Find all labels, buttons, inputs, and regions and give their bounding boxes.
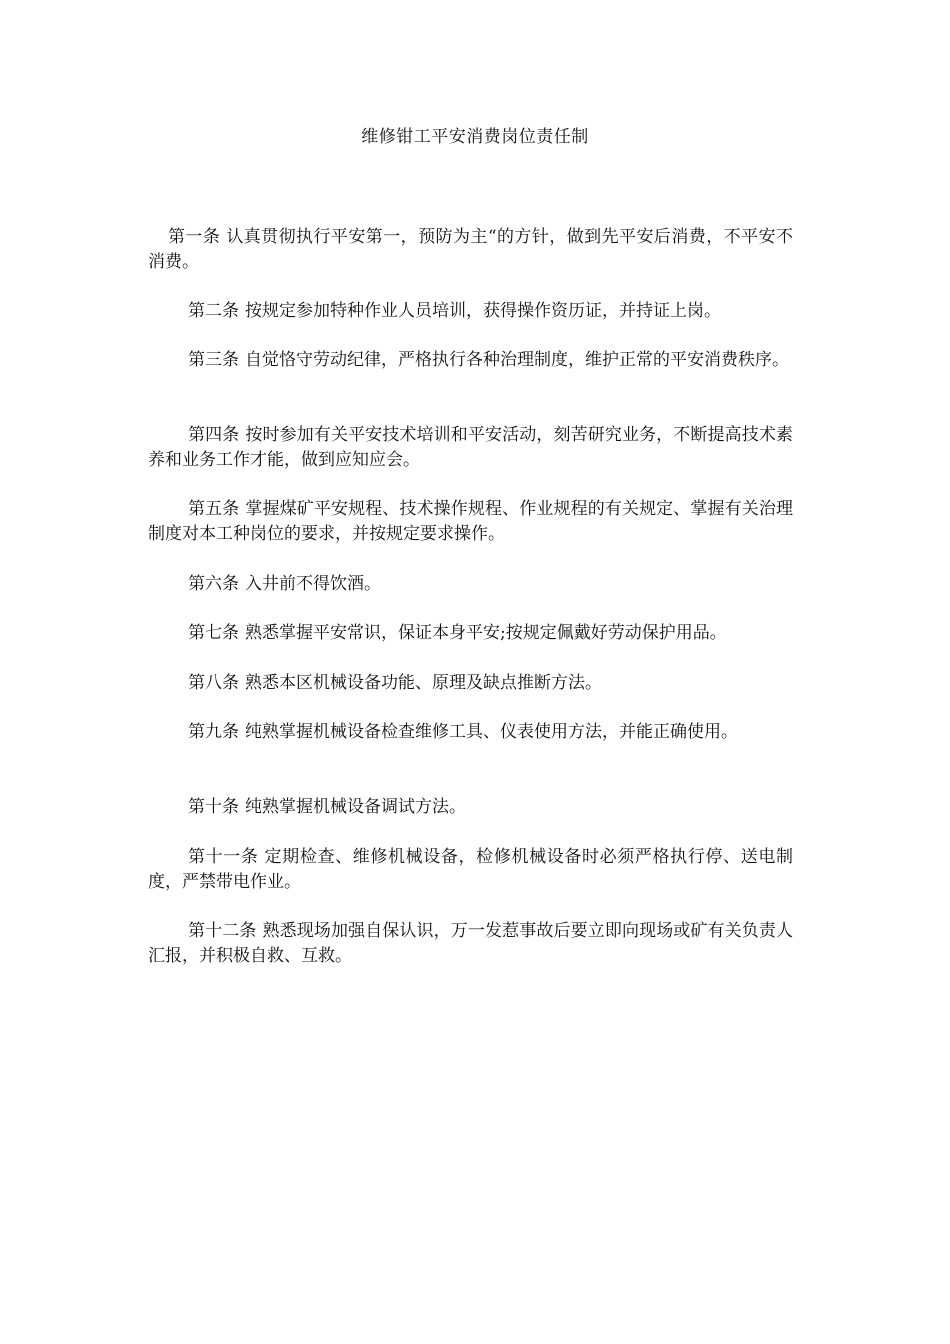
article-2: [148, 299, 793, 324]
article-3: [148, 348, 793, 373]
article-11: [148, 845, 793, 895]
article-label: 第十一条: [188, 847, 259, 867]
article-8: [148, 671, 793, 696]
article-label: 第六条: [188, 574, 239, 594]
article-text: 定期检查、维修机械设备，检修机械设备时必须严格执行停、送电制度，严禁带电作业。: [148, 847, 794, 892]
article-12: [148, 919, 793, 969]
article-7: [148, 621, 793, 646]
article-text: 纯熟掌握机械设备检查维修工具、仪表使用方法，并能正确使用。: [245, 722, 738, 742]
article-text: 掌握煤矿平安规程、技术操作规程、作业规程的有关规定、掌握有关治理制度对本工种岗位的要求，并按规定要求操作。: [148, 499, 794, 544]
article-6: [148, 572, 793, 597]
article-label: 第七条: [188, 623, 239, 643]
article-label: 第九条: [188, 722, 239, 742]
article-text: 熟悉现场加强自保认识，万一发惹事故后要立即向现场或矿有关负责人汇报，并积极自救、互救。: [148, 921, 794, 966]
article-text: 认真贯彻执行平安第一，预防为主“的方针，做到先平安后消费，不平安不消费。: [148, 227, 793, 272]
article-10: [148, 795, 793, 820]
article-4: [148, 423, 793, 473]
article-label: 第一条: [168, 227, 221, 247]
article-text: 自觉恪守劳动纪律，严格执行各种治理制度，维护正常的平安消费秩序。: [245, 350, 789, 370]
article-label: 第二条: [188, 301, 239, 321]
article-text: 熟悉本区机械设备功能、原理及缺点推断方法。: [245, 673, 602, 693]
article-1: [148, 225, 793, 275]
article-label: 第十二条: [188, 921, 257, 941]
article-text: 按时参加有关平安技术培训和平安活动，刻苦研究业务，不断提高技术素养和业务工作才能，做到应知应会。: [148, 425, 794, 470]
article-label: 第三条: [188, 350, 239, 370]
article-5: [148, 497, 793, 547]
article-9: [148, 720, 793, 745]
document-title: 维修钳工平安消费岗位责任制: [361, 127, 589, 147]
article-text: 按规定参加特种作业人员培训，获得操作资历证，并持证上岗。: [245, 301, 721, 321]
article-label: 第十条: [188, 797, 239, 817]
article-label: 第四条: [188, 425, 240, 445]
article-text: 纯熟掌握机械设备调试方法。: [245, 797, 466, 817]
article-text: 熟悉掌握平安常识，保证本身平安;按规定佩戴好劳动保护用品。: [245, 623, 727, 643]
article-label: 第八条: [188, 673, 239, 693]
article-label: 第五条: [188, 499, 240, 519]
article-text: 入井前不得饮酒。: [245, 574, 381, 594]
